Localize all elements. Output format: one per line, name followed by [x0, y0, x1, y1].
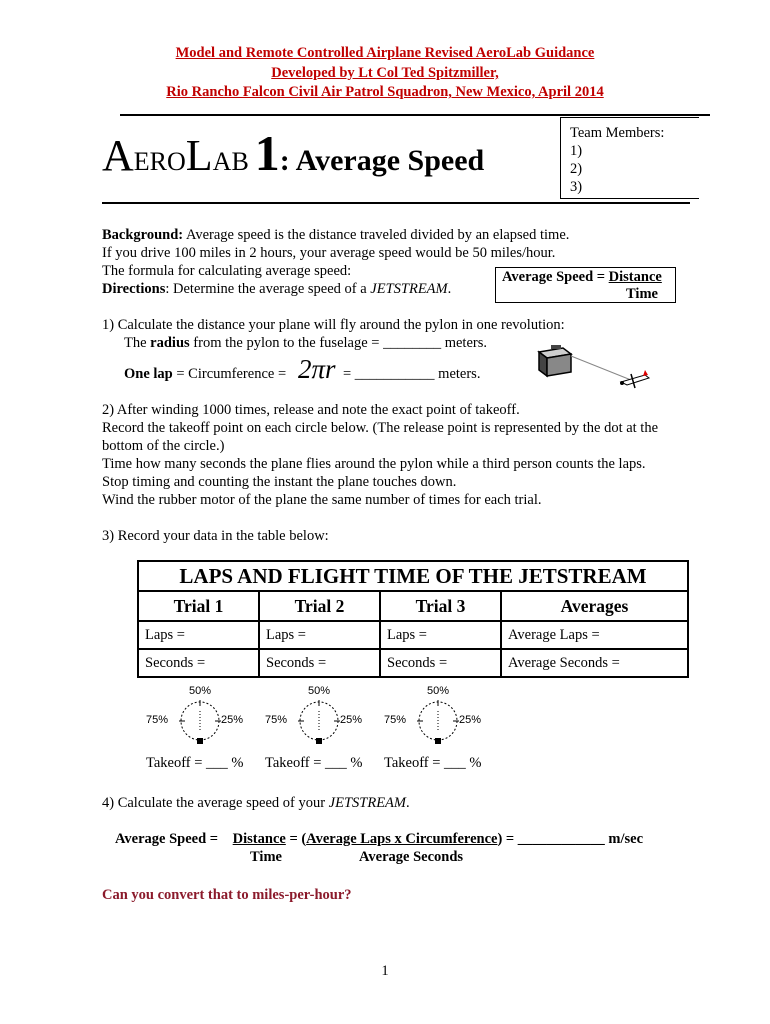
step1-radius-line: [124, 334, 487, 352]
cell-average-seconds[interactable]: Average Seconds =: [501, 649, 688, 677]
background-label: Background:: [102, 227, 184, 243]
pylon-icon: [539, 345, 571, 376]
dial-3-label-50: 50%: [427, 685, 450, 697]
cell-average-laps[interactable]: Average Laps =: [501, 621, 688, 649]
cell-seconds-trial-3[interactable]: Seconds =: [380, 649, 501, 677]
table-title: LAPS AND FLIGHT TIME OF THE JETSTREAM: [138, 561, 688, 591]
cell-laps-trial-2[interactable]: Laps =: [259, 621, 380, 649]
dial-2-label-25: 25%: [340, 714, 363, 726]
background-line-2: If you drive 100 miles in 2 hours, your average speed would be 50 miles/hour.: [102, 245, 556, 261]
title-number: 1: [254, 125, 280, 181]
dial-3-circle: [411, 697, 465, 747]
dial-1-label-75: 75%: [146, 714, 169, 726]
header-line-2: Developed by Lt Col Ted Spitzmiller,: [271, 65, 499, 81]
step1-meters-line: = ___________ meters.: [343, 366, 481, 382]
team-members-box: [560, 117, 699, 199]
directions-label: Directions: [102, 281, 166, 297]
team-member-3[interactable]: 3): [570, 179, 583, 195]
team-member-2[interactable]: 2): [570, 161, 583, 177]
column-header-trial-3: Trial 3: [380, 591, 501, 621]
header-line-3: Rio Rancho Falcon Civil Air Patrol Squadron, New Mexico, April 2014: [166, 84, 604, 100]
takeoff-dial-2[interactable]: [265, 685, 375, 747]
step1-circumference-label: = Circumference =: [172, 366, 287, 382]
directions-text: : Determine the average speed of a: [165, 281, 371, 297]
table-row-laps: [138, 621, 688, 649]
background-line-3: The formula for calculating average speed:: [102, 263, 352, 279]
page-number: 1: [381, 963, 389, 979]
cell-laps-trial-3[interactable]: Laps =: [380, 621, 501, 649]
page-title: [102, 125, 485, 181]
takeoff-dial-3[interactable]: [384, 685, 494, 747]
step4-formula-line: [115, 830, 643, 848]
formula-denominator: Time: [626, 286, 658, 302]
step4-eq-close: ) = ____________ m/sec: [497, 831, 644, 847]
step4-eq-open: = (: [285, 831, 307, 847]
step4-time: Time: [250, 849, 282, 865]
step2-line-5: Stop timing and counting the instant the plane touches down.: [102, 474, 457, 490]
takeoff-label-1: Takeoff = ___ %: [146, 755, 244, 771]
title-ab: AB: [212, 147, 249, 176]
takeoff-label-2: Takeoff = ___ %: [265, 755, 363, 771]
step4-distance: Distance: [232, 831, 286, 847]
step2-line-4: Time how many seconds the plane flies around the pylon while a third person counts the laps.: [102, 456, 646, 472]
average-speed-formula-box: [495, 267, 676, 303]
column-header-trial-1: Trial 1: [138, 591, 259, 621]
directions-line: [102, 280, 451, 298]
dial-2-label-50: 50%: [308, 685, 331, 697]
step1-onelap-line: [124, 365, 286, 383]
step4-average-seconds: Average Seconds: [359, 849, 464, 865]
step2-line-1: 2) After winding 1000 times, release and note the exact point of takeoff.: [102, 402, 520, 418]
dial-3-label-25: 25%: [459, 714, 482, 726]
step1-radius-label: radius: [150, 335, 190, 351]
header-rule: [120, 114, 710, 116]
cell-seconds-trial-1[interactable]: Seconds =: [138, 649, 259, 677]
cell-seconds-trial-2[interactable]: Seconds =: [259, 649, 380, 677]
dial-3-label-75: 75%: [384, 714, 407, 726]
step2-line-2: Record the takeoff point on each circle below. (The release point is represented by the dot at the: [102, 420, 659, 436]
team-member-1[interactable]: 1): [570, 143, 583, 159]
header-line-1: Model and Remote Controlled Airplane Revised AeroLab Guidance: [175, 45, 595, 61]
step4-avg-laps-circ: Average Laps x Circumference: [306, 831, 498, 847]
step2-line-6: Wind the rubber motor of the plane the same number of times for each trial.: [102, 492, 542, 508]
title-l: L: [185, 131, 213, 180]
dial-2-label-75: 75%: [265, 714, 288, 726]
flight-data-table: [137, 560, 689, 678]
step3-line-1: 3) Record your data in the table below:: [102, 528, 329, 544]
directions-period: .: [447, 281, 452, 297]
step4-lhs: Average Speed =: [115, 831, 222, 847]
takeoff-label-3: Takeoff = ___ %: [384, 755, 482, 771]
tether-line: [571, 356, 631, 380]
title-rest: : Average Speed: [279, 144, 485, 177]
step1-onelap-label: One lap: [124, 366, 173, 382]
cell-laps-trial-1[interactable]: Laps =: [138, 621, 259, 649]
team-label: Team Members:: [570, 125, 665, 141]
pylon-airplane-illustration: [535, 342, 660, 392]
column-header-averages: Averages: [501, 591, 688, 621]
title-a: A: [102, 131, 134, 180]
step4-text: 4) Calculate the average speed of your: [102, 795, 329, 811]
step4-jetstream: JETSTREAM: [328, 795, 406, 811]
takeoff-dial-1[interactable]: [146, 685, 256, 747]
title-ero: ERO: [133, 147, 186, 176]
formula-lhs: Average Speed =: [502, 269, 609, 285]
dial-1-label-50: 50%: [189, 685, 212, 697]
dial-1-circle: [173, 697, 227, 747]
background-line-1: [102, 226, 569, 244]
dial-2-circle: [292, 697, 346, 747]
step1-the: The: [124, 335, 151, 351]
step1-line-1: 1) Calculate the distance your plane will fly around the pylon in one revolution:: [102, 317, 565, 333]
step1-radius-text: from the pylon to the fuselage = ________ meters.: [189, 335, 487, 351]
convert-question: Can you convert that to miles-per-hour?: [102, 887, 352, 903]
step4-period: .: [406, 795, 410, 811]
title-rule: [102, 202, 690, 204]
formula-numerator: Distance: [608, 269, 662, 285]
airplane-icon: [620, 370, 649, 388]
step2-line-3: bottom of the circle.): [102, 438, 225, 454]
background-text-1: Average speed is the distance traveled divided by an elapsed time.: [183, 227, 570, 243]
table-row-seconds: [138, 649, 688, 677]
directions-jetstream: JETSTREAM: [370, 281, 448, 297]
step4-line-1: [102, 794, 410, 812]
two-pi-r-formula: 2πr: [298, 354, 336, 384]
column-header-trial-2: Trial 2: [259, 591, 380, 621]
dial-1-label-25: 25%: [221, 714, 244, 726]
